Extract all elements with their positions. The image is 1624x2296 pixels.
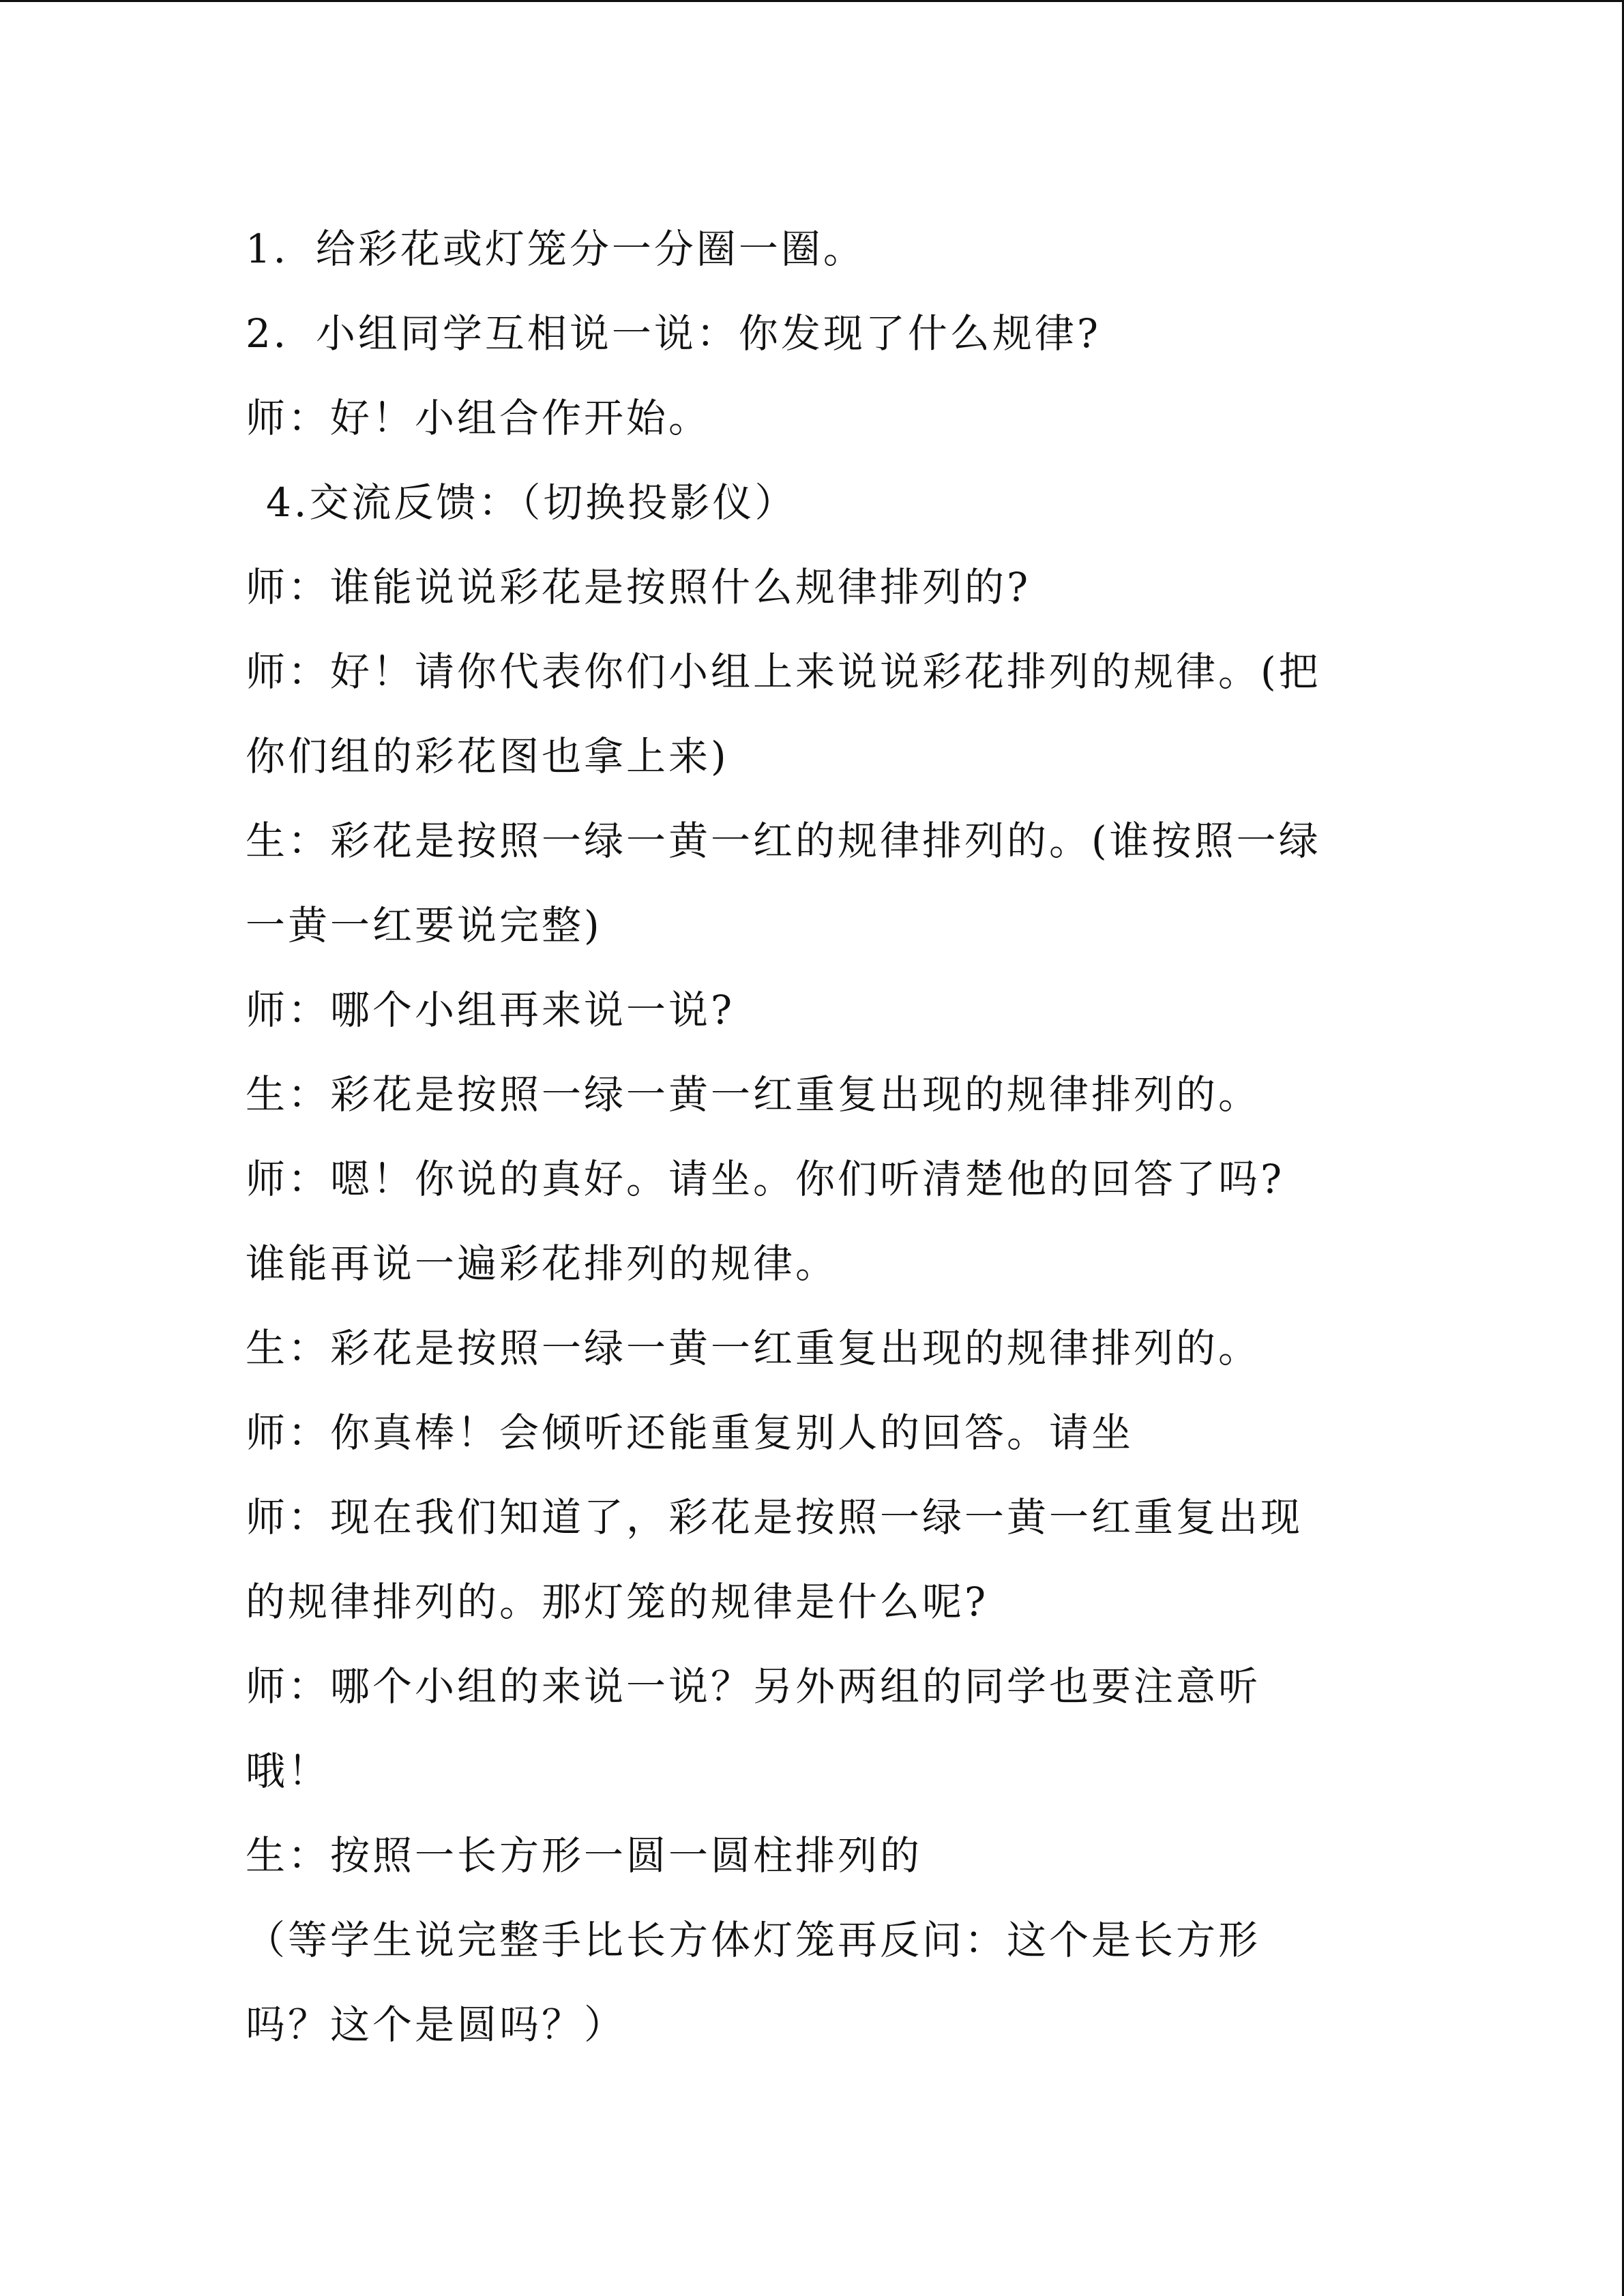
text-line: 生：彩花是按照一绿一黄一红重复出现的规律排列的。 [246,1071,1261,1118]
document-body [246,207,1378,2067]
text-line: 一黄一红要说完整) [246,902,602,949]
text-line: 师：哪个小组再来说一说? [246,987,735,1033]
text-line: 哦！ [246,1748,331,1794]
text-line: 2．小组同学互相说一说：你发现了什么规律? [246,310,1101,357]
text-line: 师：谁能说说彩花是按照什么规律排列的? [246,564,1031,610]
text-line: 师：你真棒！会倾听还能重复别人的回答。请坐 [246,1410,1134,1456]
text-line: 师：嗯！你说的真好。请坐。你们听清楚他的回答了吗? [246,1156,1285,1202]
text-line: 你们组的彩花图也拿上来) [246,733,729,779]
text-line: 师：好！请你代表你们小组上来说说彩花排列的规律。(把 [246,648,1321,695]
text-line: 生：彩花是按照一绿一黄一红重复出现的规律排列的。 [246,1325,1261,1371]
text-line: 生：按照一长方形一圆一圆柱排列的 [246,1832,923,1879]
text-line: 1．给彩花或灯笼分一分圈一圈。 [246,226,866,272]
text-line: 师：哪个小组的来说一说？另外两组的同学也要注意听 [246,1663,1261,1710]
text-line: 师：好！小组合作开始。 [246,395,711,441]
text-line: 的规律排列的。那灯笼的规律是什么呢? [246,1579,989,1625]
text-line: 谁能再说一遍彩花排列的规律。 [246,1240,838,1287]
text-line: 4.交流反馈：（切换投影仪） [266,479,797,526]
text-line: 师：现在我们知道了，彩花是按照一绿一黄一红重复出现 [246,1494,1303,1540]
text-line: （等学生说完整手比长方体灯笼再反问：这个是长方形 [246,1917,1261,1963]
text-line: 吗？这个是圆吗？） [246,2001,627,2048]
text-line: 生：彩花是按照一绿一黄一红的规律排列的。(谁按照一绿 [246,818,1321,864]
